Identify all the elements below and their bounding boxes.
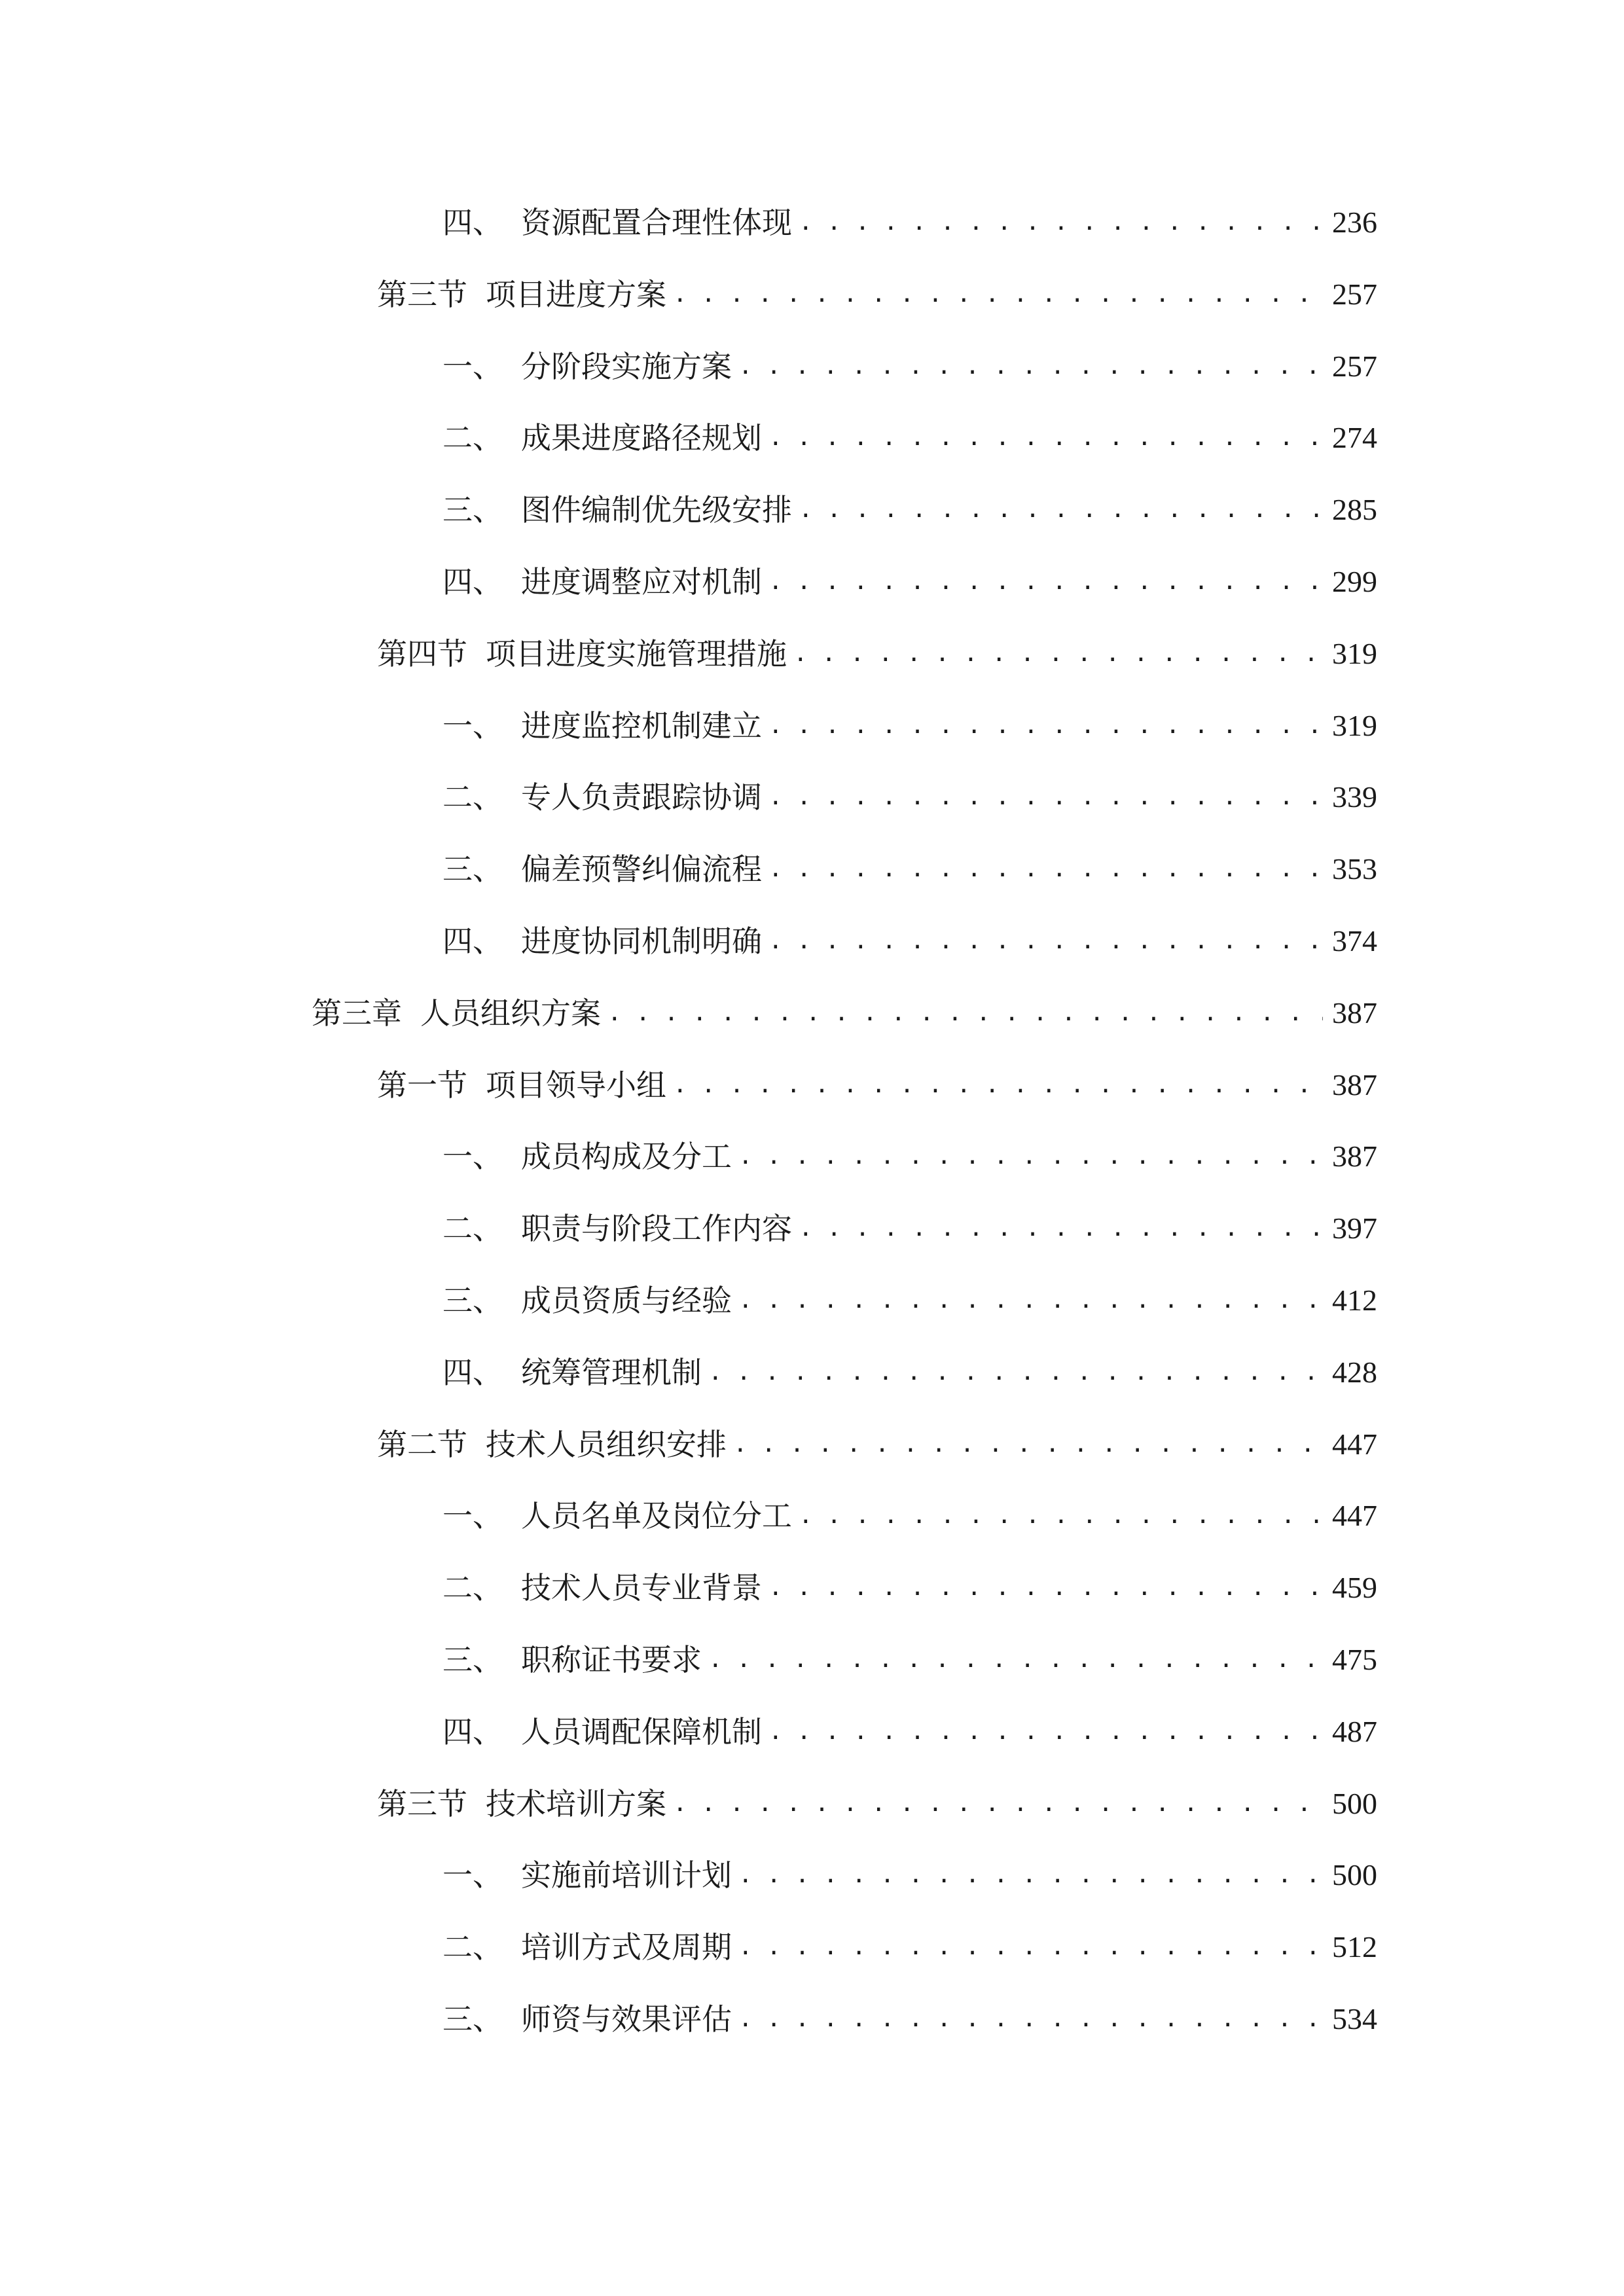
toc-subsection-entry[interactable] bbox=[442, 1699, 1377, 1751]
toc-entry-title: 实施前培训计划 bbox=[521, 1857, 732, 1893]
toc-subsection-entry[interactable] bbox=[442, 764, 1377, 817]
toc-dot-leader bbox=[768, 922, 1323, 961]
toc-entry-number: 三、 bbox=[442, 2001, 503, 2037]
toc-dot-leader bbox=[768, 850, 1323, 889]
toc-entry-number: 二、 bbox=[442, 1929, 503, 1965]
toc-page-number: 412 bbox=[1332, 1283, 1377, 1317]
toc-entry-title: 项目领导小组 bbox=[486, 1067, 666, 1103]
toc-entry-number: 一、 bbox=[442, 348, 503, 384]
toc-page-number: 387 bbox=[1332, 1067, 1377, 1102]
toc-entry-number: 第四节 bbox=[377, 636, 467, 672]
toc-entry-number: 二、 bbox=[442, 420, 503, 456]
toc-page-number: 387 bbox=[1332, 996, 1377, 1030]
toc-section-entry[interactable] bbox=[377, 1771, 1377, 1823]
toc-dot-leader bbox=[708, 1640, 1323, 1679]
toc-page-number: 339 bbox=[1332, 780, 1377, 814]
toc-page-number: 257 bbox=[1332, 277, 1377, 311]
toc-page-number: 236 bbox=[1332, 206, 1377, 239]
toc-entry-title: 分阶段实施方案 bbox=[521, 348, 732, 384]
toc-entry-title: 技术人员组织安排 bbox=[486, 1426, 727, 1462]
toc-entry-number: 二、 bbox=[442, 780, 503, 816]
toc-entry-title: 进度调整应对机制 bbox=[521, 564, 762, 600]
toc-dot-leader bbox=[607, 994, 1323, 1033]
toc-section-entry[interactable] bbox=[377, 1412, 1377, 1464]
toc-entry-number: 第三节 bbox=[377, 276, 467, 312]
toc-entry-number: 二、 bbox=[442, 1211, 503, 1247]
toc-subsection-entry[interactable] bbox=[442, 405, 1377, 457]
toc-entry-number: 四、 bbox=[442, 205, 503, 240]
toc-entry-title: 统筹管理机制 bbox=[521, 1354, 702, 1390]
toc-entry-number: 第三节 bbox=[377, 1785, 467, 1821]
toc-page-number: 534 bbox=[1332, 2002, 1377, 2036]
toc-entry-number: 一、 bbox=[442, 1857, 503, 1893]
toc-page-number: 319 bbox=[1332, 708, 1377, 742]
toc-dot-leader bbox=[738, 347, 1323, 386]
toc-page-number: 512 bbox=[1332, 1930, 1377, 1964]
toc-entry-title: 职责与阶段工作内容 bbox=[521, 1211, 792, 1247]
toc-entry-number: 第三章 bbox=[312, 995, 402, 1031]
toc-dot-leader bbox=[738, 1856, 1323, 1895]
toc-dot-leader bbox=[799, 1496, 1323, 1535]
toc-dot-leader bbox=[738, 2000, 1323, 2039]
toc-dot-leader bbox=[673, 275, 1323, 314]
toc-page-number: 374 bbox=[1332, 924, 1377, 958]
toc-entry-number: 四、 bbox=[442, 564, 503, 600]
toc-entry-title: 进度协同机制明确 bbox=[521, 924, 762, 959]
toc-entry-title: 人员组织方案 bbox=[420, 995, 601, 1031]
toc-dot-leader bbox=[799, 203, 1323, 242]
toc-page-number: 487 bbox=[1332, 1714, 1377, 1748]
toc-dot-leader bbox=[768, 1712, 1323, 1751]
toc-subsection-entry[interactable] bbox=[442, 1986, 1377, 2039]
toc-entry-number: 三、 bbox=[442, 1283, 503, 1318]
toc-subsection-entry[interactable] bbox=[442, 334, 1377, 386]
toc-page-number: 274 bbox=[1332, 421, 1377, 455]
toc-page-number: 353 bbox=[1332, 852, 1377, 886]
toc-entry-title: 项目进度方案 bbox=[486, 276, 666, 312]
toc-entry-title: 图件编制优先级安排 bbox=[521, 492, 792, 528]
toc-entry-number: 第一节 bbox=[377, 1067, 467, 1103]
toc-dot-leader bbox=[673, 1784, 1323, 1823]
toc-entry-number: 一、 bbox=[442, 708, 503, 744]
toc-entry-number: 四、 bbox=[442, 1354, 503, 1390]
toc-subsection-entry[interactable] bbox=[442, 1268, 1377, 1320]
toc-dot-leader bbox=[708, 1353, 1323, 1392]
toc-entry-title: 成果进度路径规划 bbox=[521, 420, 762, 456]
toc-dot-leader bbox=[768, 418, 1323, 457]
toc-entry-title: 偏差预警纠偏流程 bbox=[521, 852, 762, 888]
toc-page-number: 500 bbox=[1332, 1858, 1377, 1892]
toc-page-number: 257 bbox=[1332, 349, 1377, 383]
toc-page-number: 387 bbox=[1332, 1139, 1377, 1174]
toc-page-number: 475 bbox=[1332, 1643, 1377, 1676]
toc-dot-leader bbox=[733, 1425, 1323, 1464]
toc-entry-title: 资源配置合理性体现 bbox=[521, 205, 792, 240]
toc-subsection-entry[interactable] bbox=[442, 908, 1377, 961]
toc-entry-number: 四、 bbox=[442, 924, 503, 959]
toc-entry-number: 一、 bbox=[442, 1139, 503, 1175]
toc-entry-title: 成员构成及分工 bbox=[521, 1139, 732, 1175]
toc-dot-leader bbox=[799, 1209, 1323, 1248]
toc-subsection-entry[interactable] bbox=[442, 1124, 1377, 1176]
toc-subsection-entry[interactable] bbox=[442, 190, 1377, 242]
toc-entry-title: 成员资质与经验 bbox=[521, 1283, 732, 1318]
toc-section-entry[interactable] bbox=[377, 262, 1377, 314]
toc-entry-title: 人员名单及岗位分工 bbox=[521, 1498, 792, 1534]
toc-page-number: 500 bbox=[1332, 1786, 1377, 1820]
toc-dot-leader bbox=[768, 562, 1323, 601]
toc-subsection-entry[interactable] bbox=[442, 1483, 1377, 1535]
toc-subsection-entry[interactable] bbox=[442, 1842, 1377, 1895]
toc-entry-title: 人员调配保障机制 bbox=[521, 1713, 762, 1749]
toc-subsection-entry[interactable] bbox=[442, 693, 1377, 745]
toc-page-number: 447 bbox=[1332, 1427, 1377, 1461]
toc-subsection-entry[interactable] bbox=[442, 1555, 1377, 1607]
toc-page-number: 319 bbox=[1332, 636, 1377, 670]
toc-subsection-entry[interactable] bbox=[442, 836, 1377, 889]
toc-section-entry[interactable] bbox=[377, 621, 1377, 673]
toc-entry-title: 师资与效果评估 bbox=[521, 2001, 732, 2037]
toc-subsection-entry[interactable] bbox=[442, 1196, 1377, 1248]
toc-section-entry[interactable] bbox=[377, 1052, 1377, 1105]
toc-dot-leader bbox=[673, 1066, 1323, 1105]
toc-entry-title: 专人负责跟踪协调 bbox=[521, 780, 762, 816]
toc-page-number: 447 bbox=[1332, 1499, 1377, 1533]
toc-entry-number: 四、 bbox=[442, 1713, 503, 1749]
toc-subsection-entry[interactable] bbox=[442, 1627, 1377, 1679]
toc-entry-number: 一、 bbox=[442, 1498, 503, 1534]
toc-dot-leader bbox=[793, 634, 1323, 673]
toc-dot-leader bbox=[738, 1281, 1323, 1320]
toc-page-number: 428 bbox=[1332, 1355, 1377, 1389]
toc-entry-title: 技术培训方案 bbox=[486, 1785, 666, 1821]
toc-page-number: 397 bbox=[1332, 1211, 1377, 1246]
toc-dot-leader bbox=[768, 706, 1323, 745]
toc-entry-title: 培训方式及周期 bbox=[521, 1929, 732, 1965]
toc-subsection-entry[interactable] bbox=[442, 1914, 1377, 1967]
toc-entry-number: 三、 bbox=[442, 1642, 503, 1677]
toc-chapter-entry[interactable] bbox=[312, 980, 1377, 1033]
toc-entry-number: 第二节 bbox=[377, 1426, 467, 1462]
toc-entry-title: 职称证书要求 bbox=[521, 1642, 702, 1677]
toc-dot-leader bbox=[738, 1137, 1323, 1176]
toc-subsection-entry[interactable] bbox=[442, 1340, 1377, 1392]
toc-entry-number: 三、 bbox=[442, 852, 503, 888]
toc-entry-title: 进度监控机制建立 bbox=[521, 708, 762, 744]
toc-dot-leader bbox=[768, 778, 1323, 817]
toc-dot-leader bbox=[738, 1928, 1323, 1967]
toc-page-number: 459 bbox=[1332, 1571, 1377, 1605]
toc-entry-number: 二、 bbox=[442, 1570, 503, 1606]
toc-entry-title: 项目进度实施管理措施 bbox=[486, 636, 787, 672]
toc-entry-number: 三、 bbox=[442, 492, 503, 528]
toc-subsection-entry[interactable] bbox=[442, 477, 1377, 529]
toc-dot-leader bbox=[768, 1568, 1323, 1607]
toc-dot-leader bbox=[799, 490, 1323, 529]
toc-page-number: 285 bbox=[1332, 493, 1377, 527]
toc-subsection-entry[interactable] bbox=[442, 549, 1377, 601]
toc-entry-title: 技术人员专业背景 bbox=[521, 1570, 762, 1606]
toc-page-number: 299 bbox=[1332, 565, 1377, 598]
